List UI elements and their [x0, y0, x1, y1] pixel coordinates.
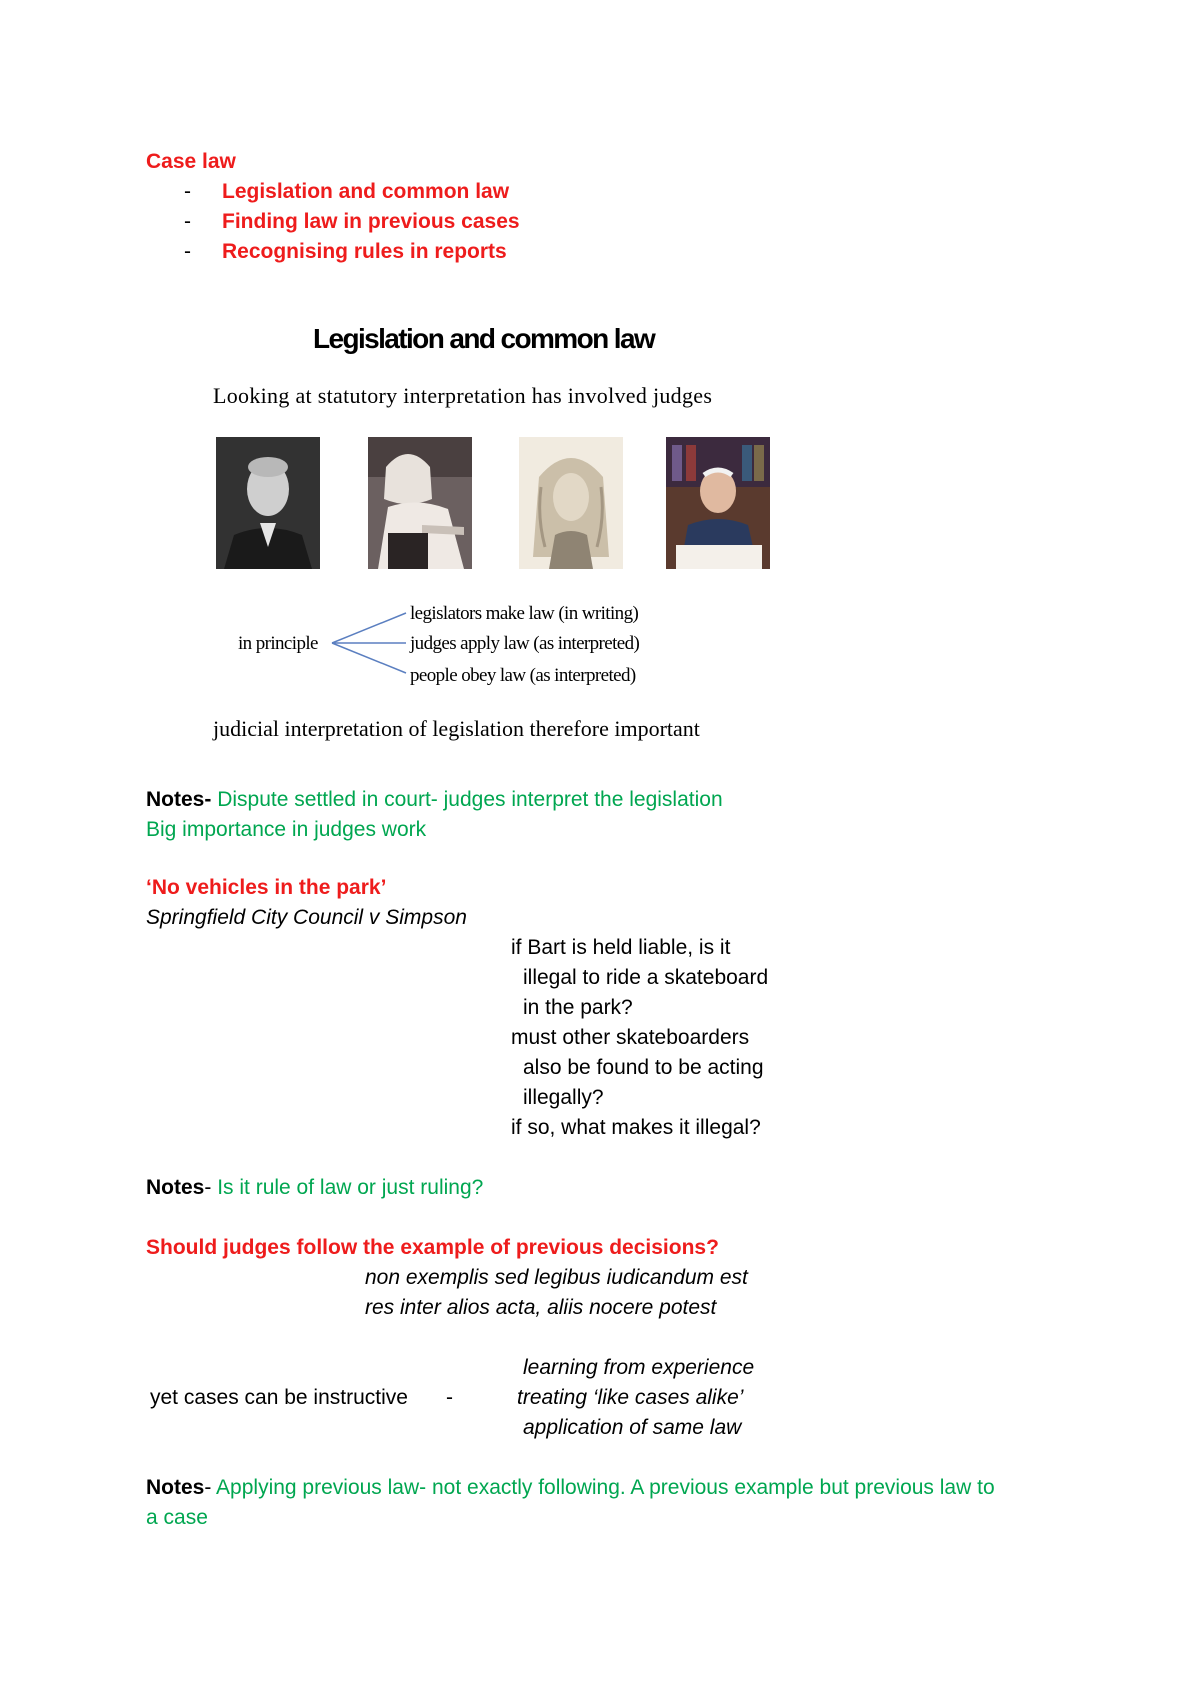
question-line: if so, what makes it illegal? [511, 1116, 761, 1139]
notes-line: Notes- Dispute settled in court- judges interpret the legislation [146, 788, 723, 811]
diagram-branch: judges apply law (as interpreted) [410, 633, 640, 654]
notes-line: a case [146, 1506, 208, 1529]
dash-separator: - [446, 1386, 453, 1409]
list-item: - Finding law in previous cases [184, 210, 520, 233]
list-item: - Legislation and common law [184, 180, 510, 203]
notes-line: Big importance in judges work [146, 818, 427, 841]
question-line: in the park? [523, 996, 633, 1019]
question-line: illegally? [523, 1086, 604, 1109]
section-title: Case law [146, 150, 236, 173]
slide-subtitle: Looking at statutory interpretation has involved judges [213, 383, 713, 408]
list-item: - Recognising rules in reports [184, 240, 507, 263]
slide-conclusion: judicial interpretation of legislation therefore important [213, 716, 700, 741]
diagram-branch: legislators make law (in writing) [410, 603, 639, 624]
judge-portrait-2 [368, 437, 472, 569]
point-line: treating ‘like cases alike’ [517, 1386, 744, 1409]
question-line: illegal to ride a skateboard [523, 966, 769, 989]
notes-line: Notes- Is it rule of law or just ruling? [146, 1176, 484, 1199]
judge-portrait-4 [666, 437, 770, 569]
question-line: must other skateboarders [511, 1026, 750, 1049]
question-line: if Bart is held liable, is it [511, 936, 731, 959]
notes-line: Notes- Applying previous law- not exactly following. A previous example but previous law to [146, 1476, 995, 1499]
latin-maxim: res inter alios acta, aliis nocere potest [365, 1296, 717, 1319]
question-line: also be found to be acting [523, 1056, 764, 1079]
point-line: application of same law [523, 1416, 742, 1439]
slide-title: ‘No vehicles in the park’ [146, 876, 387, 899]
slide-title: Should judges follow the example of previous decisions? [146, 1236, 719, 1259]
slide-title: Legislation and common law [313, 323, 655, 354]
judge-portrait-3 [519, 437, 623, 569]
latin-maxim: non exemplis sed legibus iudicandum est [365, 1266, 748, 1289]
diagram-connector-lines [330, 605, 410, 675]
case-name: Springfield City Council v Simpson [146, 906, 467, 929]
judge-portrait-1 [216, 437, 320, 569]
diagram-root: in principle [238, 633, 318, 654]
point-line: learning from experience [523, 1356, 755, 1379]
diagram-branch: people obey law (as interpreted) [410, 665, 636, 686]
yet-line: yet cases can be instructive [150, 1386, 408, 1409]
